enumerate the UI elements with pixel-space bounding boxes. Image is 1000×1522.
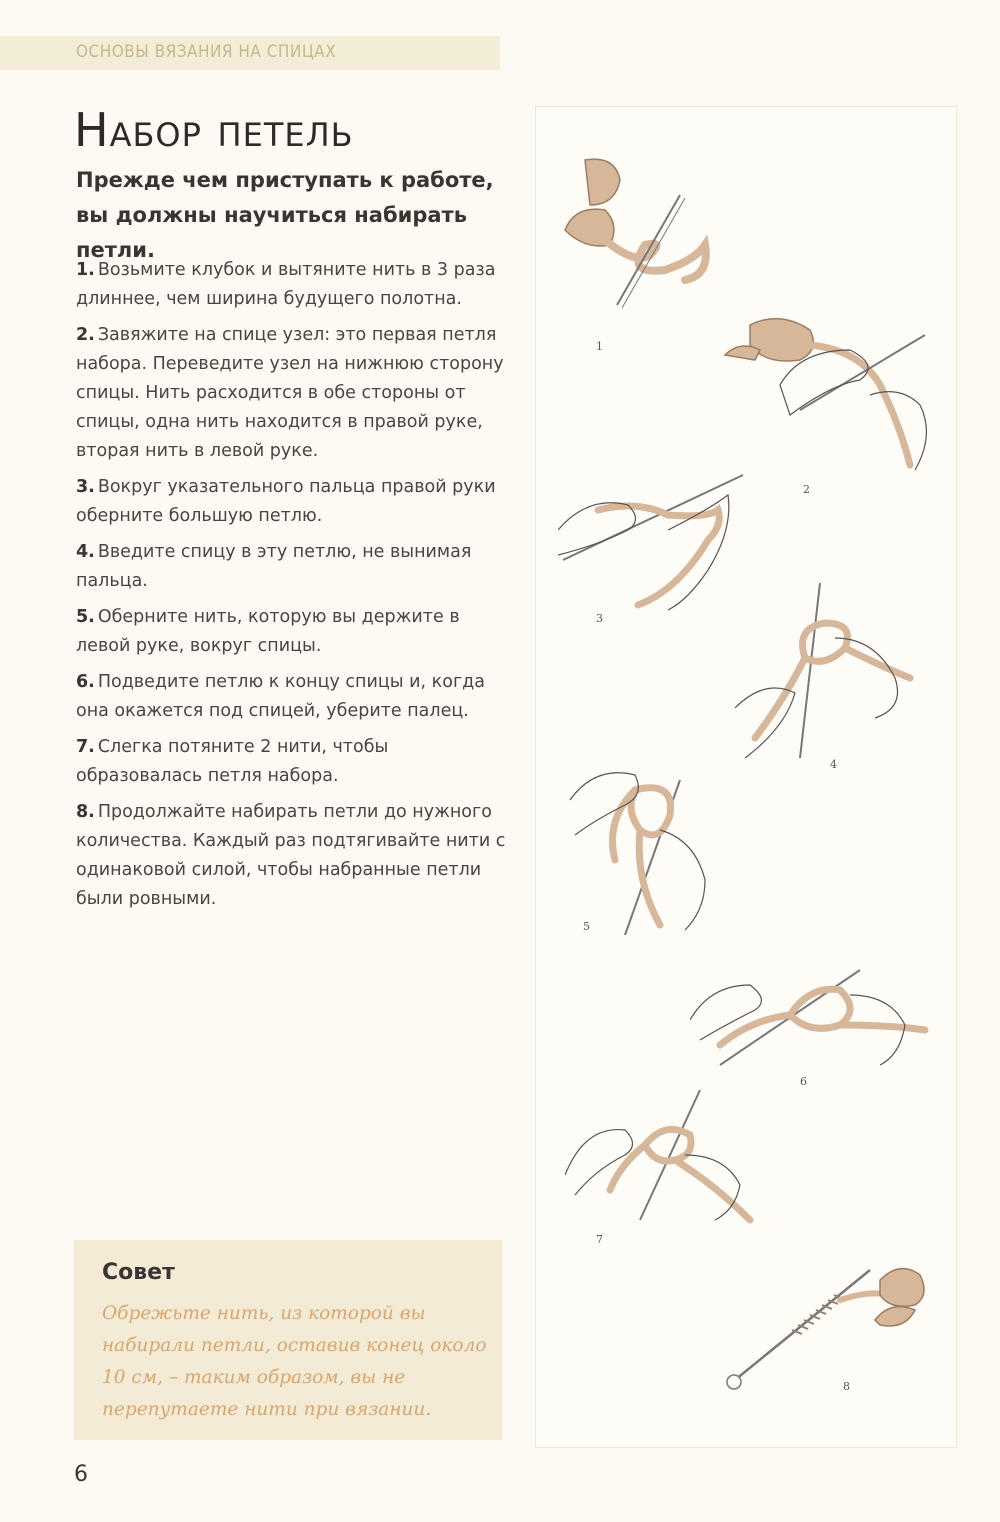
step-text: Возьмите клубок и вытяните нить в 3 раза длиннее, чем ширина будущего полотна. — [76, 260, 496, 309]
step-number: 4. — [76, 542, 95, 562]
step-text: Завяжите на спице узел: это первая петля набора. Переведите узел на нижнюю сторону спицы. Нить расходится в обе стороны от спицы, одна нить находится в правой руке, вторая нить в левой руке. — [76, 325, 504, 461]
figure-number: 6 — [800, 1075, 807, 1088]
figure-number: 3 — [596, 612, 603, 625]
figure-5-illustration — [565, 760, 725, 935]
step-number: 3. — [76, 477, 95, 497]
figure-2-illustration — [720, 305, 940, 496]
page-number: 6 — [74, 1462, 88, 1487]
figure-number: 4 — [830, 758, 837, 771]
figure-number: 7 — [596, 1233, 603, 1246]
figure-number: 2 — [803, 483, 810, 496]
step-item — [76, 668, 506, 726]
figure-7-illustration — [565, 1085, 765, 1246]
step-number: 7. — [76, 737, 95, 757]
step-item — [76, 473, 506, 531]
figure-number: 8 — [843, 1380, 850, 1393]
step-text: Продолжайте набирать петли до нужного количества. Каждый раз подтягивайте нити с одинаковой силой, чтобы набранные петли были ровными. — [76, 802, 506, 909]
page-subtitle: Прежде чем приступать к работе, вы должны научиться набирать петли. — [76, 168, 494, 262]
steps-list — [76, 256, 506, 921]
figure-number: 5 — [583, 920, 590, 933]
figure-1-illustration — [555, 150, 755, 353]
step-item — [76, 733, 506, 791]
step-item — [76, 538, 506, 596]
figure-number: 1 — [596, 340, 603, 353]
figure-6-illustration — [690, 965, 930, 1088]
step-number: 8. — [76, 802, 95, 822]
section-label: ОСНОВЫ ВЯЗАНИЯ НА СПИЦАХ — [76, 42, 337, 62]
page-title: Набор петель — [74, 103, 354, 157]
tip-box — [74, 1240, 502, 1440]
step-text: Вокруг указательного пальца правой руки оберните большую петлю. — [76, 477, 496, 526]
tip-text: Обрежьте нить, из которой вы набирали петли, оставив конец около 10 см, – таким образом, вы не перепутаете нити при вязании. — [102, 1303, 487, 1420]
step-text: Слегка потяните 2 нити, чтобы образовалась петля набора. — [76, 737, 389, 786]
step-item — [76, 256, 506, 314]
figure-4-illustration — [725, 578, 915, 771]
step-text: Оберните нить, которую вы держите в левой руке, вокруг спицы. — [76, 607, 460, 656]
step-item — [76, 321, 506, 466]
step-number: 1. — [76, 260, 95, 280]
step-item — [76, 603, 506, 661]
tip-title: Совет — [102, 1260, 175, 1285]
step-text: Введите спицу в эту петлю, не вынимая пальца. — [76, 542, 472, 591]
step-number: 2. — [76, 325, 95, 345]
step-text: Подведите петлю к концу спицы и, когда она окажется под спицей, уберите палец. — [76, 672, 485, 721]
step-item — [76, 798, 506, 914]
step-number: 6. — [76, 672, 95, 692]
figure-8-illustration — [720, 1260, 940, 1400]
figure-3-illustration — [558, 470, 748, 625]
step-number: 5. — [76, 607, 95, 627]
